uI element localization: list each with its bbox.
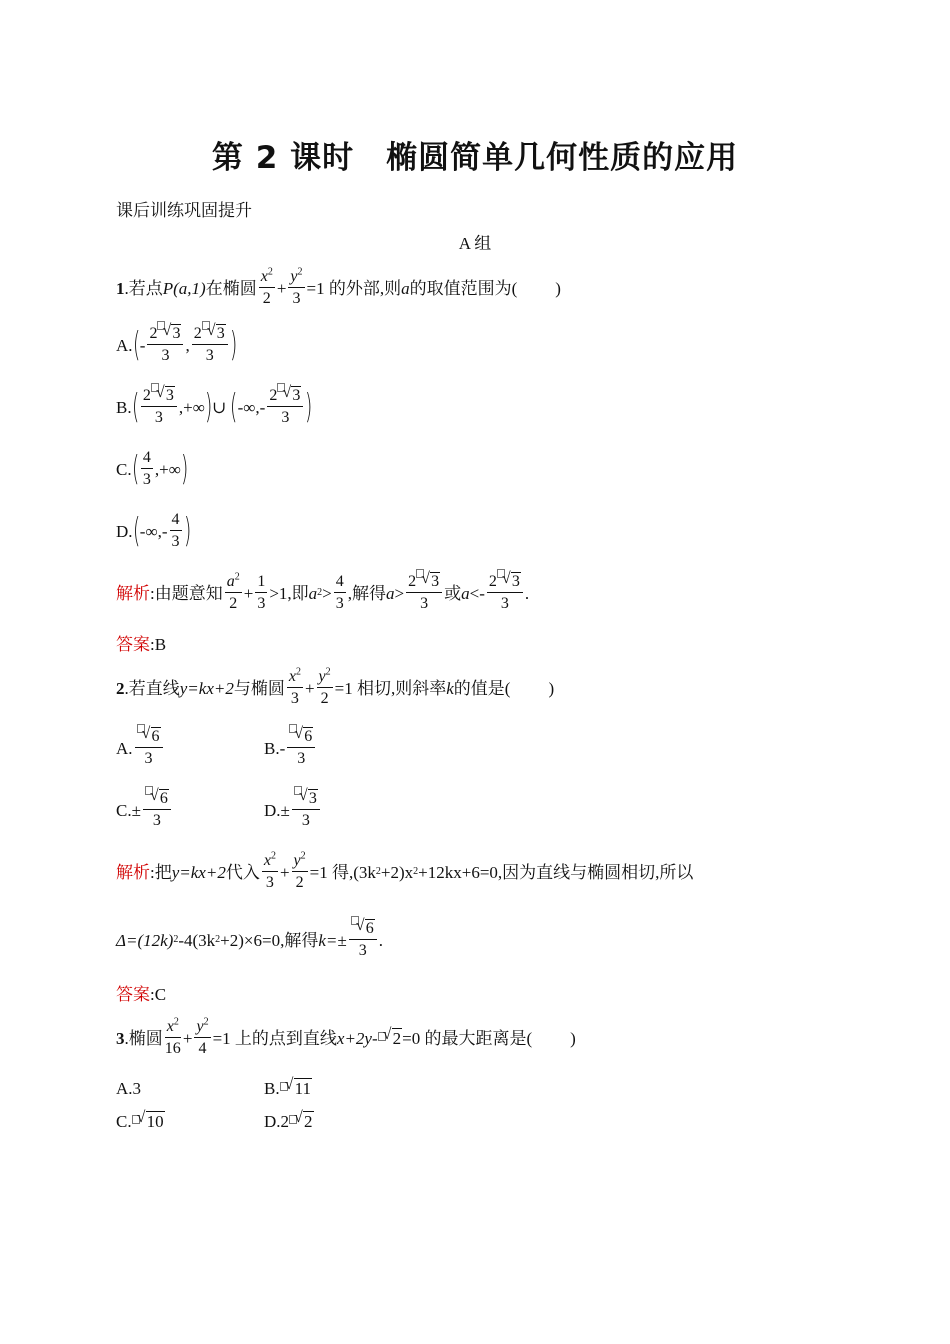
page-title: 第 2 课时 椭圆简单几何性质的应用 [211, 140, 739, 176]
analysis-text: +2)×6=0,解得 [220, 930, 319, 950]
radicand: 11 [294, 1079, 311, 1098]
question-2: 2 .若直线 y=kx+2 与椭圆 $\frac{x^2}{3}$ + $\frac{y^2}{2}$ =1 相切,则斜率 k 的值是( ) [116, 666, 555, 707]
question-3: 3 .椭圆 $\frac{x^2}{16}$ + $\frac{y^2}{4}$ =1 上的点到直线 x+2y- √ 2 =0 的最大距离是( ) [116, 1016, 576, 1057]
question-text: 与椭圆 [233, 678, 285, 698]
analysis-label: 解析 [116, 583, 150, 603]
question-text: =0 的最大距离是( [402, 1028, 533, 1048]
fraction: $\frac{x^2}{2}$ [260, 266, 273, 307]
radicand: 2 [304, 1112, 313, 1131]
analysis-text: :把 [150, 862, 172, 882]
option-c: C.± √ 6 3 [116, 790, 173, 830]
analysis-label: 解析 [116, 862, 150, 882]
option-label: B.- [264, 738, 286, 758]
analysis-text: =1 得,(3k [309, 862, 376, 882]
option-label: C.± [116, 800, 141, 820]
question-text: 在椭圆 [205, 278, 257, 298]
question-text: .若直线 [124, 678, 180, 698]
radicand: 10 [146, 1112, 164, 1131]
analysis-1: 解析 :由题意知 $\frac{a^2}{2}$ + $\frac{1}{3}$ >1,即 a 2 > $\frac{4}{3}$ ,解得 a > 2 √ 3 3 或 a <- 2 √ 3 3 . [116, 570, 530, 612]
question-text: 的取值范围为( [409, 278, 518, 298]
option-d: D.2 √ 2 [264, 1109, 313, 1131]
analysis-2-continued: Δ=(12k) 2 -4(3k 2 +2)×6=0,解得 k=± √ 6 3 . [116, 917, 383, 959]
analysis-2: 解析 :把 y=kx+2 代入 $\frac{x^2}{3}$ + $\frac{y^2}{2}$ =1 得,(3k 2 +2)x 2 +12kx+6=0,因为直线与椭圆相切,所以 [116, 850, 694, 891]
line-equation: y=kx+2 [179, 678, 234, 698]
fraction: $\frac{y^2}{3}$ [290, 266, 303, 307]
point-label: P(a,1) [162, 278, 206, 298]
question-text: =1 上的点到直线 [212, 1028, 337, 1048]
analysis-text: -4(3k [178, 930, 216, 950]
option-label: A. [116, 738, 133, 758]
option-label: D.2 [264, 1112, 290, 1131]
option-label: C. [116, 1112, 132, 1131]
question-text: 的值是( [453, 678, 511, 698]
variable: a [401, 278, 410, 298]
analysis-text: 代入 [225, 862, 260, 882]
option-b: B.- √ 6 3 [264, 728, 317, 768]
option-a: A. ( - 2 √ 3 3 , 2 √ 3 3 ) [116, 322, 237, 365]
option-label: B. [116, 397, 132, 417]
option-d: D.± √ 3 3 [264, 790, 322, 830]
answer-label: 答案 [116, 635, 150, 654]
option-d: D. ( -∞,- $\frac{4}{3}$ ) [116, 511, 191, 551]
close-paren: ) [570, 1028, 576, 1048]
answer-value: :C [150, 985, 167, 1004]
option-a: A. √ 6 3 [116, 728, 165, 768]
question-text: .若点 [124, 278, 163, 298]
question-number: 1 [116, 278, 125, 298]
option-a [116, 1080, 141, 1097]
question-1: 1 .若点 P(a,1) 在椭圆 $\frac{x^2}{2}$ + $\frac{y^2}{3}$ =1 的外部,则 a 的取值范围为( ) [116, 266, 561, 307]
option-c: C. √ 10 [116, 1109, 164, 1131]
question-number: 3 [116, 1028, 125, 1048]
option-label: D.± [264, 800, 290, 820]
variable: k [446, 678, 454, 698]
option-label: D. [116, 521, 133, 541]
question-number: 2 [116, 678, 125, 698]
analysis-text: 或 [444, 583, 462, 603]
section-subtitle: 课后训练巩固提升 [116, 201, 252, 221]
answer-1 [116, 636, 166, 653]
question-text: =1 相切,则斜率 [334, 678, 447, 698]
close-paren: ) [555, 278, 561, 298]
analysis-text: >1,即 [269, 583, 309, 603]
line-equation: y=kx+2 [171, 862, 226, 882]
option-label: A.3 [116, 1079, 142, 1098]
analysis-text: k=± [318, 930, 347, 950]
question-text: .椭圆 [124, 1028, 163, 1048]
answer-2 [116, 986, 166, 1003]
analysis-text: +2)x [380, 862, 414, 882]
analysis-text: ,解得 [347, 583, 387, 603]
option-label: A. [116, 335, 133, 355]
answer-label: 答案 [116, 985, 150, 1004]
option-c: C. ( $\frac{4}{3}$ ,+∞ ) [116, 449, 189, 489]
answer-value: :B [150, 635, 167, 654]
option-b: B. √ 11 [264, 1076, 311, 1098]
line-equation: x+2y- [336, 1028, 378, 1048]
option-label: C. [116, 459, 132, 479]
option-label: B. [264, 1079, 280, 1098]
analysis-text: +12kx+6=0,因为直线与椭圆相切,所以 [418, 862, 694, 882]
close-paren: ) [548, 678, 555, 698]
analysis-text: :由题意知 [150, 583, 223, 603]
analysis-text: Δ=(12k) [116, 930, 174, 950]
option-b: B. ( 2 √ 3 3 ,+∞ ) ∪ ( -∞,- 2 √ 3 3 ) [116, 384, 313, 427]
question-text: =1 的外部,则 [306, 278, 402, 298]
group-label: A 组 [458, 234, 492, 253]
